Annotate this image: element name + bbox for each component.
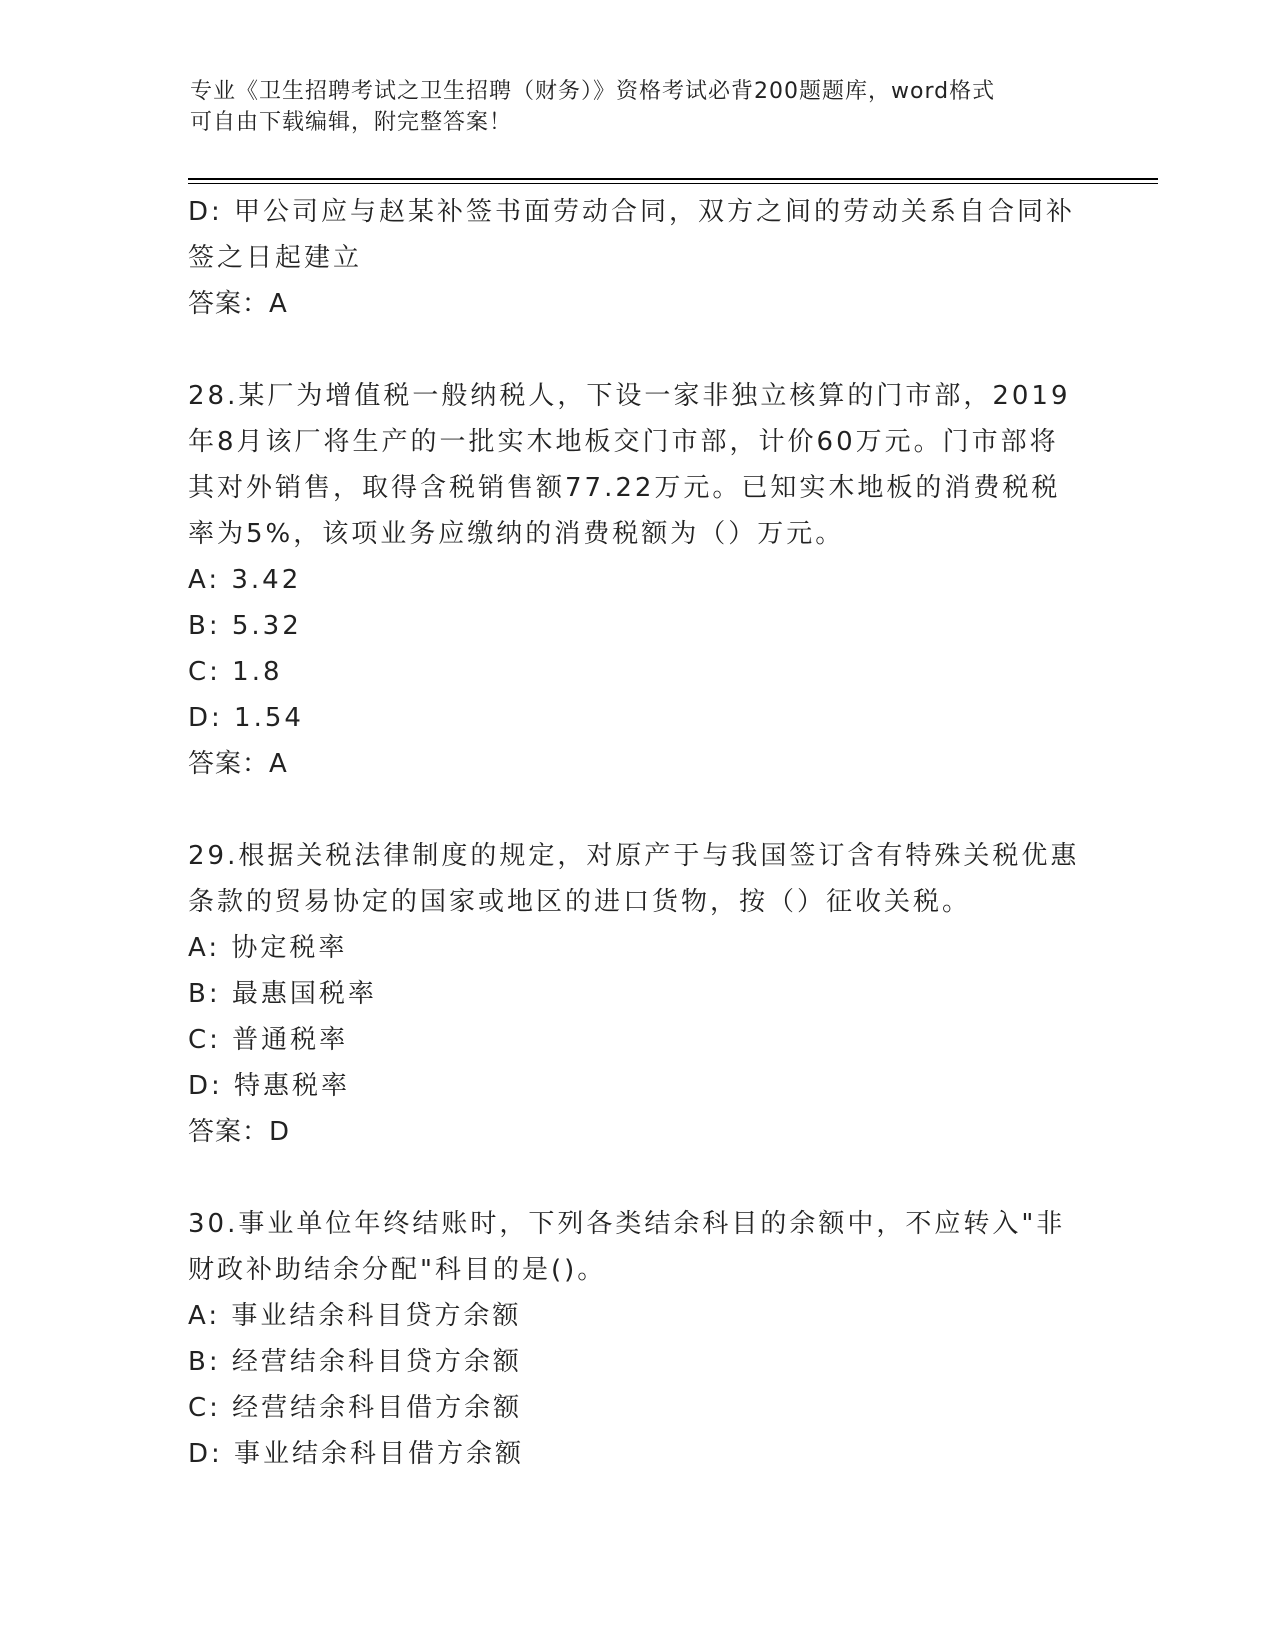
question-stem-line: 28.某厂为增值税一般纳税人，下设一家非独立核算的门市部，2019: [188, 381, 1071, 411]
option-b: B: 5.32: [188, 611, 302, 641]
page-header: [190, 76, 1090, 138]
option-c: C: 1.8: [188, 657, 283, 687]
option-d: D: 事业结余科目借方余额: [188, 1439, 525, 1469]
option-a: A: 事业结余科目贷方余额: [188, 1301, 522, 1331]
question-stem-line: 29.根据关税法律制度的规定，对原产于与我国签订含有特殊关税优惠: [188, 841, 1080, 871]
question-stem-line: 财政补助结余分配"科目的是()。: [188, 1255, 607, 1285]
question-stem-line: 率为5%，该项业务应缴纳的消费税额为（）万元。: [188, 519, 845, 549]
option-b: B: 经营结余科目贷方余额: [188, 1347, 522, 1377]
answer-line: 答案：A: [188, 749, 288, 779]
question-spacer: [188, 327, 1088, 373]
question-30: [188, 1201, 1088, 1477]
prev-question-tail: [188, 189, 1088, 327]
question-29: [188, 833, 1088, 1155]
question-stem-line: 年8月该厂将生产的一批实木地板交门市部，计价60万元。门市部将: [188, 427, 1059, 457]
header-divider-thin: [188, 183, 1158, 184]
answer-line: 答案：D: [188, 1117, 291, 1147]
question-spacer: [188, 1155, 1088, 1201]
question-stem-line: 条款的贸易协定的国家或地区的进口货物，按（）征收关税。: [188, 887, 972, 917]
option-b: B: 最惠国税率: [188, 979, 377, 1009]
option-a: A: 协定税率: [188, 933, 348, 963]
option-c: C: 普通税率: [188, 1025, 349, 1055]
question-stem-line: 其对外销售，取得含税销售额77.22万元。已知实木地板的消费税税: [188, 473, 1061, 503]
option-a: A: 3.42: [188, 565, 302, 595]
question-content: [188, 189, 1088, 1477]
header-title-line-2: 可自由下载编辑，附完整答案！: [190, 110, 513, 135]
option-d: D: 特惠税率: [188, 1071, 351, 1101]
question-28: [188, 373, 1088, 787]
header-divider-thick: [188, 178, 1158, 180]
option-d: D: 甲公司应与赵某补签书面劳动合同，双方之间的劳动关系自合同补: [188, 197, 1076, 227]
option-d: D: 1.54: [188, 703, 304, 733]
question-spacer: [188, 787, 1088, 833]
header-title-line-1: 专业《卫生招聘考试之卫生招聘（财务）》资格考试必背200题题库，word格式: [190, 79, 996, 104]
answer-line: 答案：A: [188, 289, 288, 319]
option-d-continued: 签之日起建立: [188, 243, 363, 273]
option-c: C: 经营结余科目借方余额: [188, 1393, 523, 1423]
question-stem-line: 30.事业单位年终结账时，下列各类结余科目的余额中，不应转入"非: [188, 1209, 1066, 1239]
